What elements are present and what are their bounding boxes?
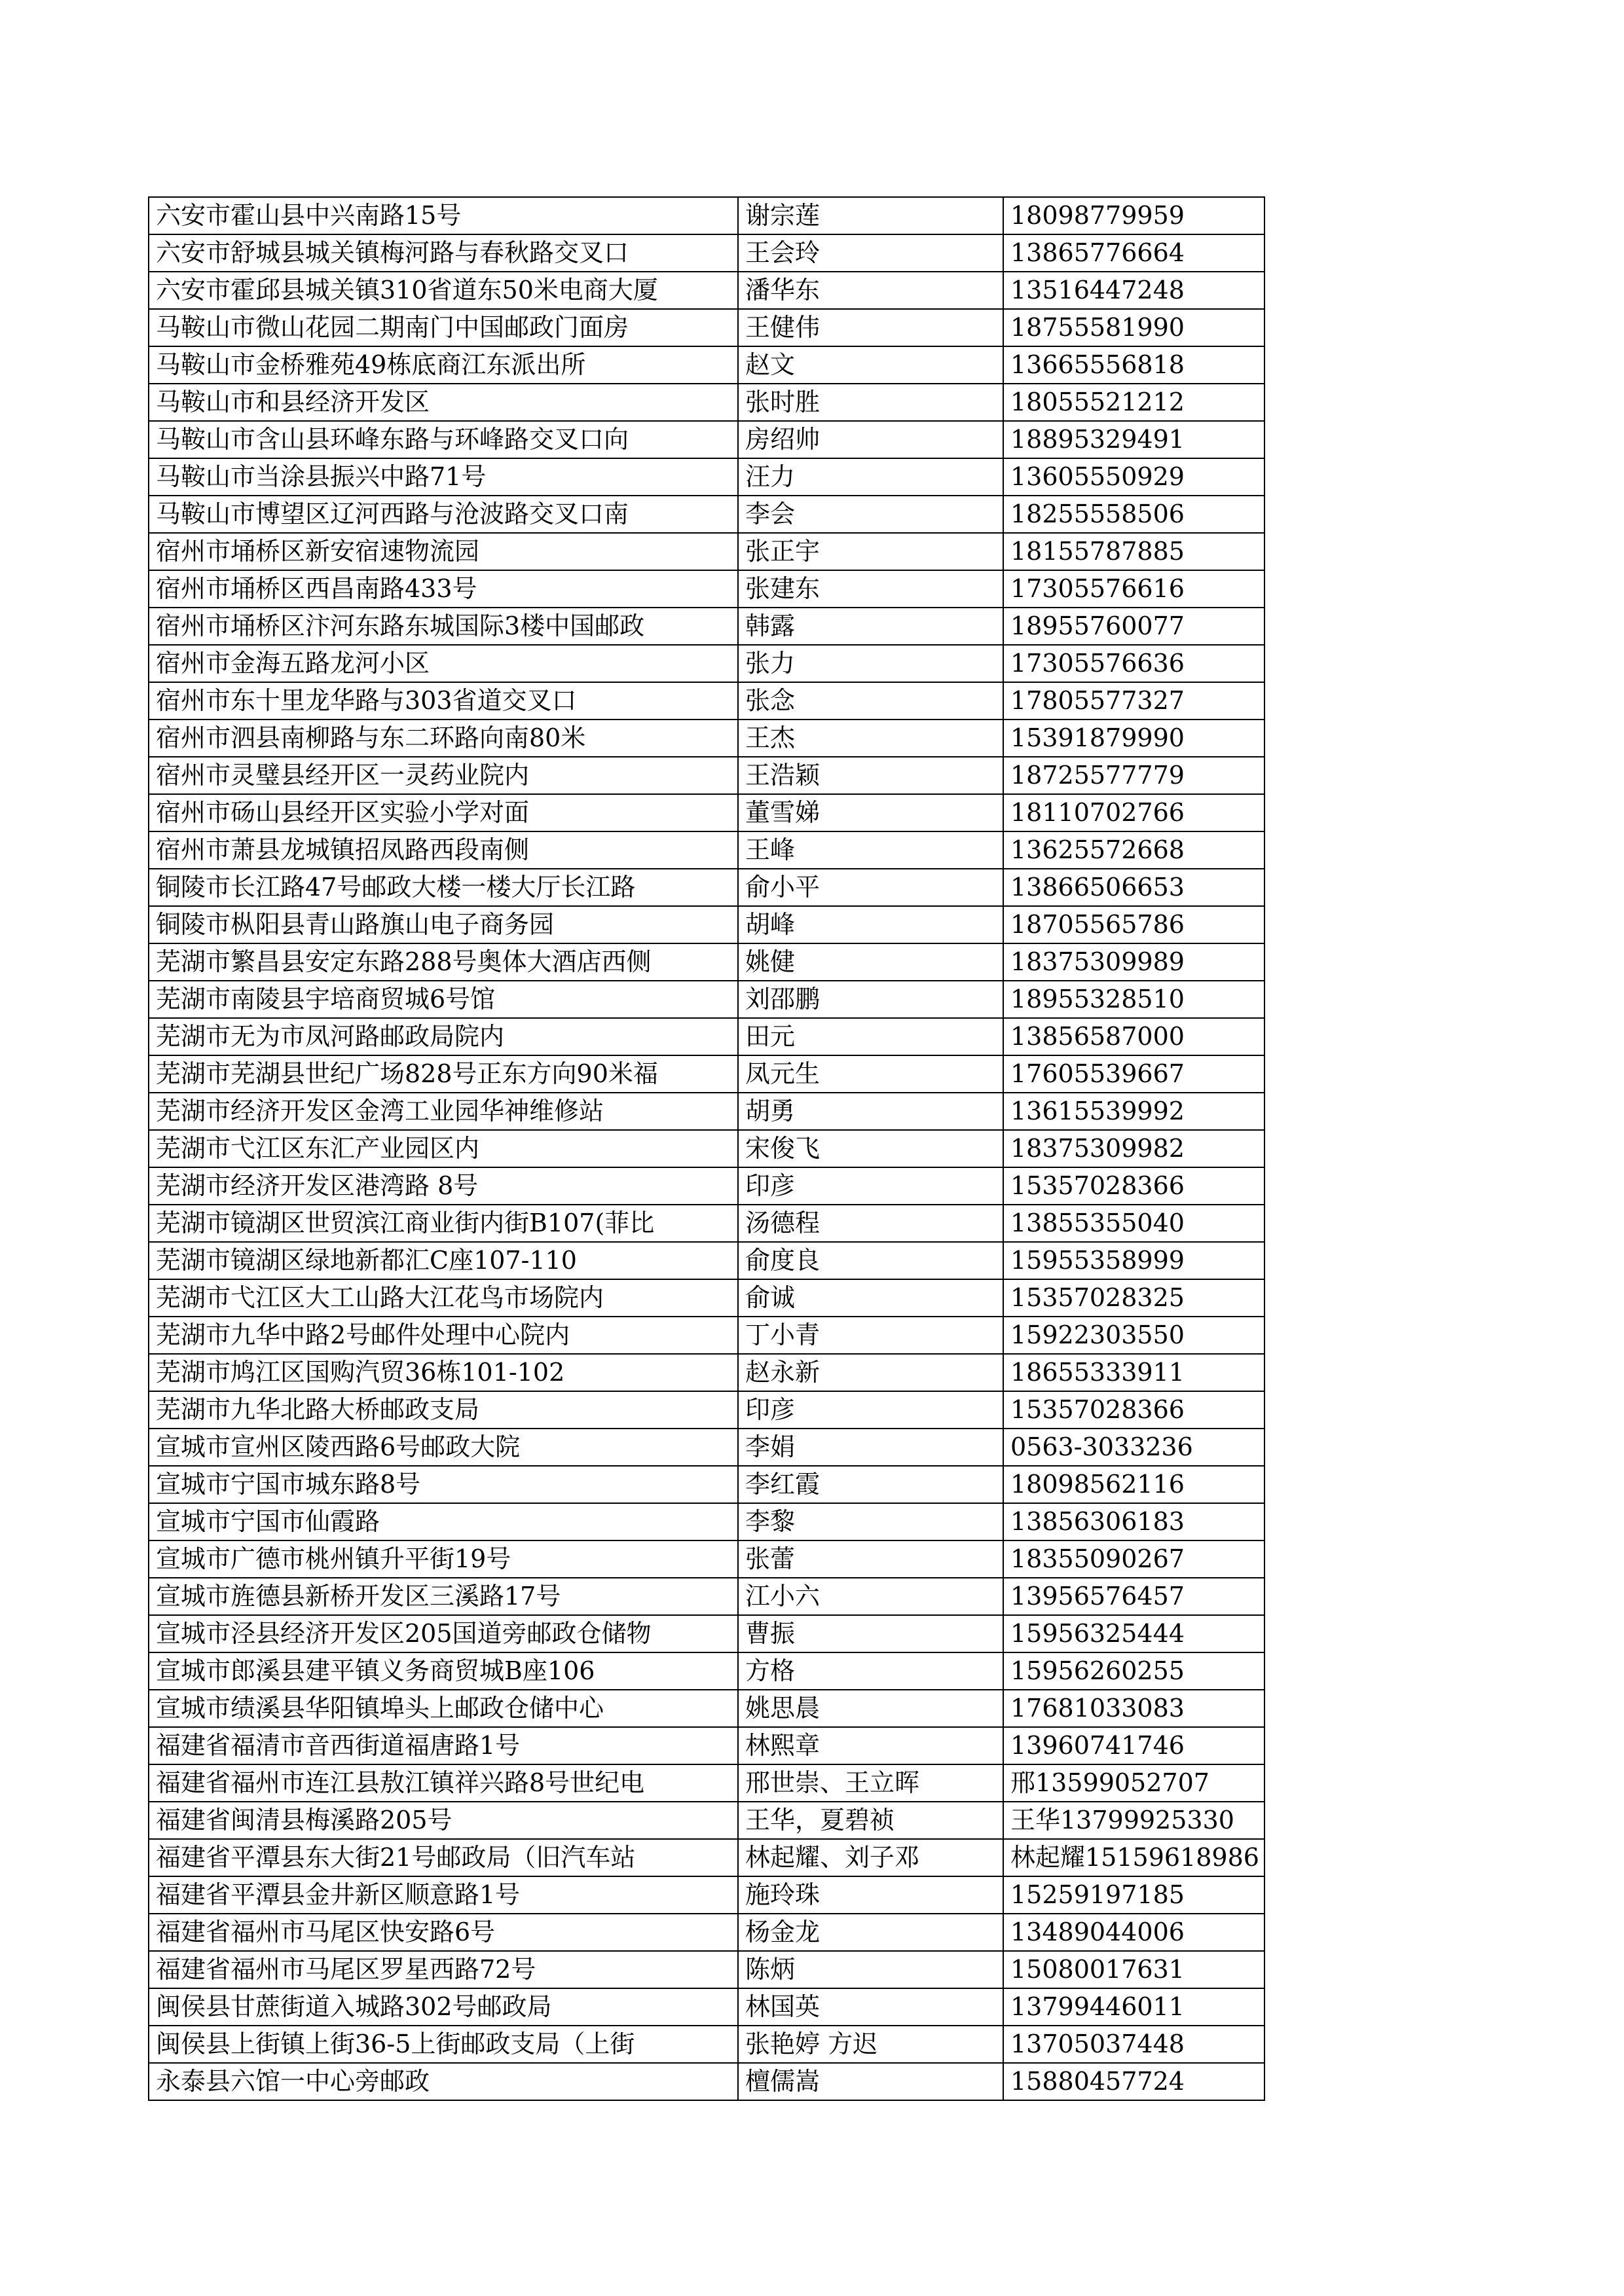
contact-name-cell: 凤元生 bbox=[738, 1055, 1003, 1093]
contact-name-cell: 张艳婷 方迟 bbox=[738, 2026, 1003, 2063]
contact-name-cell: 丁小青 bbox=[738, 1317, 1003, 1354]
phone-cell: 邢13599052707 bbox=[1003, 1764, 1264, 1802]
table-row bbox=[149, 757, 1264, 794]
phone-cell: 13960741746 bbox=[1003, 1727, 1264, 1764]
contact-name-cell: 施玲珠 bbox=[738, 1876, 1003, 1914]
address-cell: 福建省闽清县梅溪路205号 bbox=[149, 1802, 738, 1839]
contact-name-cell: 方格 bbox=[738, 1652, 1003, 1690]
phone-cell: 18098562116 bbox=[1003, 1466, 1264, 1503]
phone-cell: 18955760077 bbox=[1003, 608, 1264, 645]
address-cell: 宿州市埇桥区汴河东路东城国际3楼中国邮政 bbox=[149, 608, 738, 645]
contact-name-cell: 王华，夏碧祯 bbox=[738, 1802, 1003, 1839]
phone-cell: 13625572668 bbox=[1003, 831, 1264, 869]
phone-cell: 13865776664 bbox=[1003, 234, 1264, 272]
phone-cell: 王华13799925330 bbox=[1003, 1802, 1264, 1839]
phone-cell: 13705037448 bbox=[1003, 2026, 1264, 2063]
table-row bbox=[149, 1914, 1264, 1951]
table-row bbox=[149, 1652, 1264, 1690]
phone-cell: 18255558506 bbox=[1003, 496, 1264, 533]
table-row bbox=[149, 645, 1264, 682]
phone-cell: 18755581990 bbox=[1003, 309, 1264, 346]
table-row bbox=[149, 1802, 1264, 1839]
phone-cell: 18895329491 bbox=[1003, 421, 1264, 458]
phone-cell: 15357028325 bbox=[1003, 1279, 1264, 1317]
address-cell: 闽侯县甘蔗街道入城路302号邮政局 bbox=[149, 1988, 738, 2026]
address-cell: 马鞍山市含山县环峰东路与环峰路交叉口向 bbox=[149, 421, 738, 458]
address-cell: 福建省福清市音西街道福唐路1号 bbox=[149, 1727, 738, 1764]
table-row bbox=[149, 1354, 1264, 1391]
table-row bbox=[149, 1876, 1264, 1914]
contact-name-cell: 李红霞 bbox=[738, 1466, 1003, 1503]
address-cell: 铜陵市长江路47号邮政大楼一楼大厅长江路 bbox=[149, 869, 738, 906]
phone-cell: 17305576616 bbox=[1003, 570, 1264, 608]
contact-name-cell: 张建东 bbox=[738, 570, 1003, 608]
table-row bbox=[149, 2063, 1264, 2100]
contact-name-cell: 林国英 bbox=[738, 1988, 1003, 2026]
address-cell: 芜湖市九华北路大桥邮政支局 bbox=[149, 1391, 738, 1429]
table-row bbox=[149, 1093, 1264, 1130]
phone-cell: 13615539992 bbox=[1003, 1093, 1264, 1130]
address-cell: 永泰县六馆一中心旁邮政 bbox=[149, 2063, 738, 2100]
phone-cell: 13489044006 bbox=[1003, 1914, 1264, 1951]
table-row bbox=[149, 682, 1264, 720]
table-row bbox=[149, 309, 1264, 346]
contact-name-cell: 杨金龙 bbox=[738, 1914, 1003, 1951]
table-row bbox=[149, 1690, 1264, 1727]
phone-cell: 0563-3033236 bbox=[1003, 1429, 1264, 1466]
table-row bbox=[149, 1727, 1264, 1764]
contact-name-cell: 张正宇 bbox=[738, 533, 1003, 570]
contact-name-cell: 俞度良 bbox=[738, 1242, 1003, 1279]
table-row bbox=[149, 234, 1264, 272]
contact-name-cell: 曹振 bbox=[738, 1615, 1003, 1652]
address-cell: 芜湖市弋江区东汇产业园区内 bbox=[149, 1130, 738, 1167]
phone-cell: 13866506653 bbox=[1003, 869, 1264, 906]
contact-name-cell: 王会玲 bbox=[738, 234, 1003, 272]
table-row bbox=[149, 1764, 1264, 1802]
table-row bbox=[149, 1540, 1264, 1578]
address-cell: 宣城市广德市桃州镇升平街19号 bbox=[149, 1540, 738, 1578]
phone-cell: 17305576636 bbox=[1003, 645, 1264, 682]
contact-name-cell: 董雪娣 bbox=[738, 794, 1003, 831]
phone-cell: 13956576457 bbox=[1003, 1578, 1264, 1615]
phone-cell: 15357028366 bbox=[1003, 1167, 1264, 1205]
table-row bbox=[149, 1988, 1264, 2026]
phone-cell: 17681033083 bbox=[1003, 1690, 1264, 1727]
contact-table bbox=[148, 196, 1265, 2101]
contact-name-cell: 赵永新 bbox=[738, 1354, 1003, 1391]
table-row bbox=[149, 272, 1264, 309]
address-cell: 芜湖市繁昌县安定东路288号奥体大酒店西侧 bbox=[149, 943, 738, 981]
table-row bbox=[149, 720, 1264, 757]
phone-cell: 15391879990 bbox=[1003, 720, 1264, 757]
address-cell: 宿州市泗县南柳路与东二环路向南80米 bbox=[149, 720, 738, 757]
contact-name-cell: 潘华东 bbox=[738, 272, 1003, 309]
table-row bbox=[149, 1615, 1264, 1652]
address-cell: 芜湖市镜湖区绿地新都汇C座107-110 bbox=[149, 1242, 738, 1279]
address-cell: 宣城市泾县经济开发区205国道旁邮政仓储物 bbox=[149, 1615, 738, 1652]
contact-name-cell: 王杰 bbox=[738, 720, 1003, 757]
address-cell: 宣城市旌德县新桥开发区三溪路17号 bbox=[149, 1578, 738, 1615]
address-cell: 芜湖市鸠江区国购汽贸36栋101-102 bbox=[149, 1354, 738, 1391]
contact-name-cell: 张蕾 bbox=[738, 1540, 1003, 1578]
address-cell: 宣城市绩溪县华阳镇埠头上邮政仓储中心 bbox=[149, 1690, 738, 1727]
table-row bbox=[149, 458, 1264, 496]
contact-name-cell: 俞小平 bbox=[738, 869, 1003, 906]
table-row bbox=[149, 1242, 1264, 1279]
phone-cell: 15955358999 bbox=[1003, 1242, 1264, 1279]
table-row bbox=[149, 869, 1264, 906]
address-cell: 芜湖市九华中路2号邮件处理中心院内 bbox=[149, 1317, 738, 1354]
table-row bbox=[149, 1839, 1264, 1876]
contact-name-cell: 李会 bbox=[738, 496, 1003, 533]
contact-name-cell: 林熙章 bbox=[738, 1727, 1003, 1764]
table-row bbox=[149, 943, 1264, 981]
contact-name-cell: 房绍帅 bbox=[738, 421, 1003, 458]
address-cell: 芜湖市弋江区大工山路大江花鸟市场院内 bbox=[149, 1279, 738, 1317]
table-row bbox=[149, 906, 1264, 943]
address-cell: 福建省福州市马尾区罗星西路72号 bbox=[149, 1951, 738, 1988]
address-cell: 马鞍山市和县经济开发区 bbox=[149, 384, 738, 421]
address-cell: 福建省福州市马尾区快安路6号 bbox=[149, 1914, 738, 1951]
phone-cell: 15922303550 bbox=[1003, 1317, 1264, 1354]
phone-cell: 13799446011 bbox=[1003, 1988, 1264, 2026]
address-cell: 马鞍山市博望区辽河西路与沧波路交叉口南 bbox=[149, 496, 738, 533]
phone-cell: 18055521212 bbox=[1003, 384, 1264, 421]
address-cell: 马鞍山市金桥雅苑49栋底商江东派出所 bbox=[149, 346, 738, 384]
contact-table-body bbox=[149, 197, 1264, 2100]
contact-name-cell: 王健伟 bbox=[738, 309, 1003, 346]
contact-name-cell: 印彦 bbox=[738, 1391, 1003, 1429]
phone-cell: 18375309982 bbox=[1003, 1130, 1264, 1167]
table-row bbox=[149, 533, 1264, 570]
address-cell: 宿州市埇桥区新安宿速物流园 bbox=[149, 533, 738, 570]
address-cell: 宿州市金海五路龙河小区 bbox=[149, 645, 738, 682]
phone-cell: 13856306183 bbox=[1003, 1503, 1264, 1540]
contact-name-cell: 张念 bbox=[738, 682, 1003, 720]
address-cell: 六安市霍山县中兴南路15号 bbox=[149, 197, 738, 234]
address-cell: 宣城市郎溪县建平镇义务商贸城B座106 bbox=[149, 1652, 738, 1690]
table-row bbox=[149, 1279, 1264, 1317]
address-cell: 芜湖市南陵县宇培商贸城6号馆 bbox=[149, 981, 738, 1018]
contact-name-cell: 陈炳 bbox=[738, 1951, 1003, 1988]
table-row bbox=[149, 1578, 1264, 1615]
contact-name-cell: 俞诚 bbox=[738, 1279, 1003, 1317]
table-row bbox=[149, 1018, 1264, 1055]
phone-cell: 18655333911 bbox=[1003, 1354, 1264, 1391]
address-cell: 福建省平潭县金井新区顺意路1号 bbox=[149, 1876, 738, 1914]
contact-name-cell: 汤德程 bbox=[738, 1205, 1003, 1242]
contact-name-cell: 韩露 bbox=[738, 608, 1003, 645]
phone-cell: 13516447248 bbox=[1003, 272, 1264, 309]
address-cell: 六安市舒城县城关镇梅河路与春秋路交叉口 bbox=[149, 234, 738, 272]
contact-name-cell: 江小六 bbox=[738, 1578, 1003, 1615]
phone-cell: 15357028366 bbox=[1003, 1391, 1264, 1429]
phone-cell: 17805577327 bbox=[1003, 682, 1264, 720]
address-cell: 马鞍山市当涂县振兴中路71号 bbox=[149, 458, 738, 496]
phone-cell: 18155787885 bbox=[1003, 533, 1264, 570]
phone-cell: 18725577779 bbox=[1003, 757, 1264, 794]
address-cell: 宣城市宁国市城东路8号 bbox=[149, 1466, 738, 1503]
phone-cell: 13855355040 bbox=[1003, 1205, 1264, 1242]
phone-cell: 15956260255 bbox=[1003, 1652, 1264, 1690]
table-row bbox=[149, 608, 1264, 645]
contact-name-cell: 李娟 bbox=[738, 1429, 1003, 1466]
contact-name-cell: 宋俊飞 bbox=[738, 1130, 1003, 1167]
table-row bbox=[149, 384, 1264, 421]
address-cell: 宿州市萧县龙城镇招凤路西段南侧 bbox=[149, 831, 738, 869]
contact-name-cell: 林起耀、刘子邓 bbox=[738, 1839, 1003, 1876]
phone-cell: 17605539667 bbox=[1003, 1055, 1264, 1093]
contact-name-cell: 李黎 bbox=[738, 1503, 1003, 1540]
phone-cell: 18355090267 bbox=[1003, 1540, 1264, 1578]
phone-cell: 15080017631 bbox=[1003, 1951, 1264, 1988]
contact-name-cell: 张力 bbox=[738, 645, 1003, 682]
address-cell: 宣城市宁国市仙霞路 bbox=[149, 1503, 738, 1540]
phone-cell: 13605550929 bbox=[1003, 458, 1264, 496]
table-row bbox=[149, 794, 1264, 831]
address-cell: 芜湖市镜湖区世贸滨江商业街内街B107(菲比 bbox=[149, 1205, 738, 1242]
table-row bbox=[149, 1503, 1264, 1540]
phone-cell: 18110702766 bbox=[1003, 794, 1264, 831]
address-cell: 宣城市宣州区陵西路6号邮政大院 bbox=[149, 1429, 738, 1466]
phone-cell: 15956325444 bbox=[1003, 1615, 1264, 1652]
phone-cell: 18955328510 bbox=[1003, 981, 1264, 1018]
table-row bbox=[149, 1055, 1264, 1093]
phone-cell: 18098779959 bbox=[1003, 197, 1264, 234]
phone-cell: 15259197185 bbox=[1003, 1876, 1264, 1914]
contact-name-cell: 田元 bbox=[738, 1018, 1003, 1055]
address-cell: 闽侯县上街镇上街36-5上街邮政支局（上街 bbox=[149, 2026, 738, 2063]
phone-cell: 15880457724 bbox=[1003, 2063, 1264, 2100]
address-cell: 马鞍山市微山花园二期南门中国邮政门面房 bbox=[149, 309, 738, 346]
contact-name-cell: 刘邵鹏 bbox=[738, 981, 1003, 1018]
contact-name-cell: 胡勇 bbox=[738, 1093, 1003, 1130]
address-cell: 芜湖市芜湖县世纪广场828号正东方向90米福 bbox=[149, 1055, 738, 1093]
address-cell: 宿州市埇桥区西昌南路433号 bbox=[149, 570, 738, 608]
table-row bbox=[149, 981, 1264, 1018]
address-cell: 芜湖市经济开发区港湾路 8号 bbox=[149, 1167, 738, 1205]
table-row bbox=[149, 496, 1264, 533]
address-cell: 福建省福州市连江县敖江镇祥兴路8号世纪电 bbox=[149, 1764, 738, 1802]
table-row bbox=[149, 1205, 1264, 1242]
table-row bbox=[149, 1391, 1264, 1429]
contact-name-cell: 王浩颖 bbox=[738, 757, 1003, 794]
contact-name-cell: 邢世崇、王立晖 bbox=[738, 1764, 1003, 1802]
address-cell: 宿州市砀山县经开区实验小学对面 bbox=[149, 794, 738, 831]
contact-name-cell: 姚思晨 bbox=[738, 1690, 1003, 1727]
table-row bbox=[149, 2026, 1264, 2063]
contact-name-cell: 胡峰 bbox=[738, 906, 1003, 943]
address-cell: 六安市霍邱县城关镇310省道东50米电商大厦 bbox=[149, 272, 738, 309]
address-cell: 宿州市东十里龙华路与303省道交叉口 bbox=[149, 682, 738, 720]
contact-name-cell: 谢宗莲 bbox=[738, 197, 1003, 234]
contact-name-cell: 赵文 bbox=[738, 346, 1003, 384]
address-cell: 福建省平潭县东大街21号邮政局（旧汽车站 bbox=[149, 1839, 738, 1876]
table-row bbox=[149, 1466, 1264, 1503]
table-row bbox=[149, 1429, 1264, 1466]
table-row bbox=[149, 197, 1264, 234]
table-row bbox=[149, 1951, 1264, 1988]
table-row bbox=[149, 421, 1264, 458]
contact-name-cell: 檀儒嵩 bbox=[738, 2063, 1003, 2100]
phone-cell: 13856587000 bbox=[1003, 1018, 1264, 1055]
phone-cell: 18375309989 bbox=[1003, 943, 1264, 981]
address-cell: 芜湖市经济开发区金湾工业园华神维修站 bbox=[149, 1093, 738, 1130]
table-row bbox=[149, 1167, 1264, 1205]
table-row bbox=[149, 1130, 1264, 1167]
contact-name-cell: 姚健 bbox=[738, 943, 1003, 981]
address-cell: 宿州市灵璧县经开区一灵药业院内 bbox=[149, 757, 738, 794]
phone-cell: 13665556818 bbox=[1003, 346, 1264, 384]
table-row bbox=[149, 570, 1264, 608]
phone-cell: 18705565786 bbox=[1003, 906, 1264, 943]
table-row bbox=[149, 346, 1264, 384]
phone-cell: 林起耀15159618986 bbox=[1003, 1839, 1264, 1876]
table-row bbox=[149, 831, 1264, 869]
contact-name-cell: 张时胜 bbox=[738, 384, 1003, 421]
contact-name-cell: 王峰 bbox=[738, 831, 1003, 869]
address-cell: 铜陵市枞阳县青山路旗山电子商务园 bbox=[149, 906, 738, 943]
contact-name-cell: 汪力 bbox=[738, 458, 1003, 496]
table-row bbox=[149, 1317, 1264, 1354]
contact-name-cell: 印彦 bbox=[738, 1167, 1003, 1205]
address-cell: 芜湖市无为市凤河路邮政局院内 bbox=[149, 1018, 738, 1055]
